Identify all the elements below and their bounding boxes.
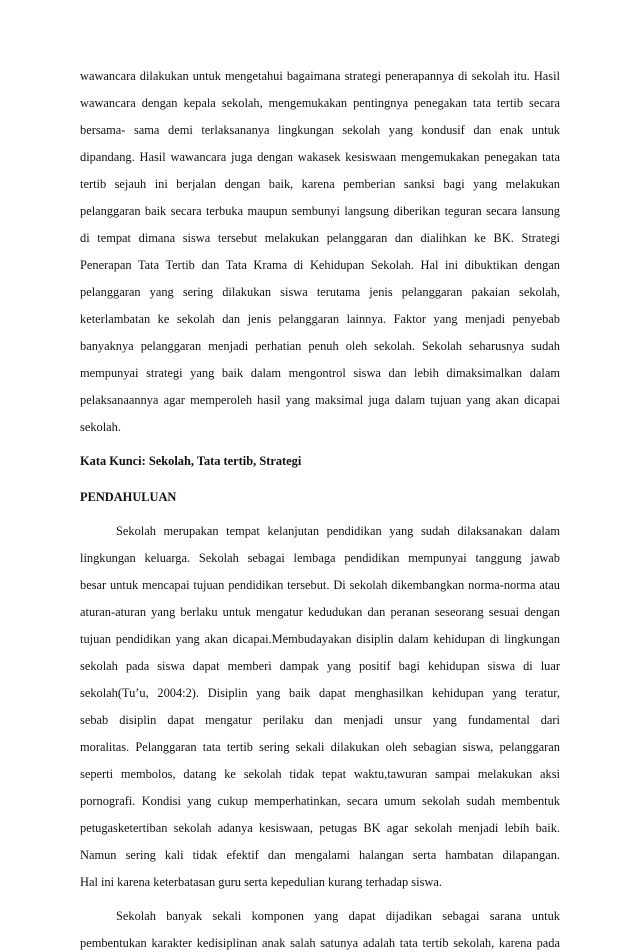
paragraph-line: pembentukan karakter kedisiplinan anak salah satunya adalah tata tertib sekolah, karena pada <box>80 936 560 950</box>
paragraph-line: lingkungan keluarga. Sekolah sebagai lembaga pendidikan mempunyai tanggung jawab <box>80 551 560 565</box>
paragraph-line: Namun sering kali tidak efektif dan mengalami halangan serta hambatan dilapangan. <box>80 848 560 862</box>
abstract-line: Penerapan Tata Tertib dan Tata Krama di Kehidupan Sekolah. Hal ini dibuktikan dengan <box>80 258 560 272</box>
paragraph-line: pornografi. Kondisi yang cukup memperhatinkan, secara umum sekolah sudah membentuk <box>80 794 560 808</box>
abstract-line: dipandang. Hasil wawancara juga dengan wakasek kesiswaan mengemukakan penegakan tata <box>80 150 560 164</box>
paragraph-line: petugasketertiban sekolah adanya kesiswaan, petugas BK agar sekolah menjadi lebih baik. <box>80 821 560 835</box>
paragraph-line: sekolah(Tu’u, 2004:2). Disiplin yang baik dapat menghasilkan kehidupan yang teratur, <box>80 686 560 700</box>
abstract-line: tertib sejauh ini berjalan dengan baik, karena pemberian sanksi bagi yang melakukan <box>80 177 560 191</box>
abstract-line: bersama- sama demi terlaksananya lingkungan sekolah yang kondusif dan enak untuk <box>80 123 560 137</box>
abstract-line: wawancara dilakukan untuk mengetahui bagaimana strategi penerapannya di sekolah itu. Hasil <box>80 69 560 83</box>
abstract-line: mempunyai strategi yang baik dalam mengontrol siswa dan lebih dimaksimalkan dalam <box>80 366 560 380</box>
abstract-line: di tempat dimana siswa tersebut melakukan pelanggaran dan dialihkan ke BK. Strategi <box>80 231 560 245</box>
abstract-line: pelaksanaannya agar memperoleh hasil yang maksimal juga dalam tujuan yang akan dicapai <box>80 393 560 407</box>
paragraph-line: moralitas. Pelanggaran tata tertib sering sekali dilakukan oleh sebagian siswa, pelanggaran <box>80 740 560 754</box>
paragraph-line: sebab disiplin dapat mengatur perilaku dan menjadi unsur yang fundamental dari <box>80 713 560 727</box>
abstract-line: pelanggaran yang sering dilakukan siswa terutama jenis pelanggaran pakaian sekolah, <box>80 285 560 299</box>
paragraph-line: besar untuk mencapai tujuan pendidikan tersebut. Di sekolah dikembangkan norma-norma atau <box>80 578 560 592</box>
paragraph-line: Sekolah merupakan tempat kelanjutan pendidikan yang sudah dilaksanakan dalam <box>116 524 560 538</box>
abstract-line: banyaknya pelanggaran menjadi perhatian penuh oleh sekolah. Sekolah seharusnya sudah <box>80 339 560 353</box>
abstract-line: sekolah. <box>80 420 121 434</box>
abstract-line: keterlambatan ke sekolah dan jenis pelanggaran lainnya. Faktor yang menjadi penyebab <box>80 312 560 326</box>
abstract-line: pelanggaran baik secara terbuka maupun sembunyi langsung diberikan teguran secara lansung <box>80 204 560 218</box>
section-heading: PENDAHULUAN <box>80 490 177 504</box>
paragraph-line: Hal ini karena keterbatasan guru serta kepedulian kurang terhadap siswa. <box>80 875 442 889</box>
abstract-line: wawancara dengan kepala sekolah, mengemukakan pentingnya penegakan tata tertib secara <box>80 96 560 110</box>
paragraph-line: aturan-aturan yang berlaku untuk mengatur kedudukan dan peranan seseorang sesuai dengan <box>80 605 560 619</box>
paragraph-line: sekolah pada siswa dapat memberi dampak yang positif bagi kehidupan siswa di luar <box>80 659 560 673</box>
keywords-line: Kata Kunci: Sekolah, Tata tertib, Strategi <box>80 454 302 468</box>
paragraph-line: seperti membolos, datang ke sekolah tidak tepat waktu,tawuran sampai melakukan aksi <box>80 767 560 781</box>
paragraph-line: Sekolah banyak sekali komponen yang dapat dijadikan sebagai sarana untuk <box>116 909 560 923</box>
paragraph-line: tujuan pendidikan yang akan dicapai.Membudayakan disiplin dalam kehidupan di lingkungan <box>80 632 560 646</box>
